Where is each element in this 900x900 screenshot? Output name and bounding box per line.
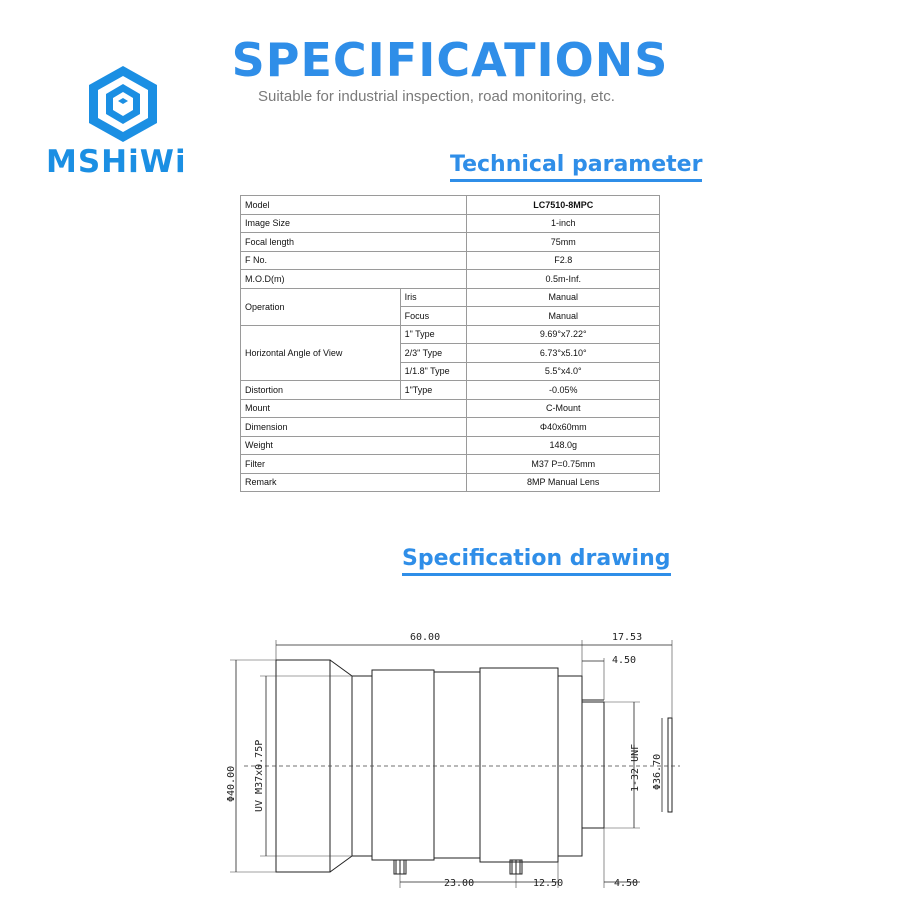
- cube-logo-icon: [85, 64, 161, 144]
- dim-mount-thread: 1-32 UNF: [630, 743, 641, 792]
- row-label: Dimension: [241, 418, 467, 437]
- row-value: Manual: [467, 307, 660, 326]
- table-row: [241, 325, 660, 344]
- technical-parameter-heading: [450, 152, 702, 182]
- row-value: M37 P=0.75mm: [467, 455, 660, 474]
- dim-flange: 17.53: [612, 632, 643, 643]
- row-value: 148.0g: [467, 436, 660, 455]
- page-subtitle: Suitable for industrial inspection, road monitoring, etc.: [258, 88, 615, 105]
- row-label: Operation: [241, 288, 401, 325]
- table-row: [241, 251, 660, 270]
- row-value: F2.8: [467, 251, 660, 270]
- row-sublabel: Focus: [400, 307, 467, 326]
- row-label: Distortion: [241, 381, 401, 400]
- brand-name: MSHiWi: [46, 144, 187, 180]
- lens-dimension-drawing: [0, 600, 900, 900]
- row-sublabel: 1/1.8" Type: [400, 362, 467, 381]
- dim-mount-diameter: Φ36.70: [652, 753, 663, 790]
- row-sublabel: 1" Type: [400, 325, 467, 344]
- row-label: Model: [241, 196, 467, 215]
- dim-length: 60.00: [410, 632, 441, 643]
- row-value: 1-inch: [467, 214, 660, 233]
- row-value: 5.5°x4.0°: [467, 362, 660, 381]
- table-row: [241, 473, 660, 492]
- dim-screw-offset: 12.50: [533, 878, 564, 889]
- dim-diameter: Φ40.00: [226, 765, 237, 802]
- row-value: 6.73°x5.10°: [467, 344, 660, 363]
- row-value: Manual: [467, 288, 660, 307]
- row-value: C-Mount: [467, 399, 660, 418]
- lens-barrel-section: [434, 672, 480, 858]
- row-sublabel: 1"Type: [400, 381, 467, 400]
- table-row: [241, 214, 660, 233]
- sensor-plane: [668, 718, 672, 812]
- table-row: [241, 233, 660, 252]
- row-value: 0.5m-Inf.: [467, 270, 660, 289]
- row-value: 75mm: [467, 233, 660, 252]
- c-mount-thread: [582, 702, 604, 828]
- technical-parameter-label: Technical parameter: [450, 152, 703, 177]
- table-row: [241, 270, 660, 289]
- table-row: [241, 196, 660, 215]
- lens-taper: [330, 660, 352, 872]
- row-label: F No.: [241, 251, 467, 270]
- lens-barrel-section: [352, 676, 372, 856]
- brand-logo: [38, 60, 208, 180]
- heading-underline: [450, 179, 702, 182]
- table-row: [241, 381, 660, 400]
- row-label: Remark: [241, 473, 467, 492]
- heading-underline: [402, 573, 671, 576]
- lens-iris-ring: [480, 668, 558, 862]
- row-label: Horizontal Angle of View: [241, 325, 401, 381]
- dim-filter-thread: UV M37x0.75P: [254, 739, 265, 812]
- row-value: 9.69°x7.22°: [467, 325, 660, 344]
- specification-drawing-label: Specification drawing: [402, 546, 671, 571]
- dim-screw-spacing: 23.00: [444, 878, 475, 889]
- lens-focus-ring: [372, 670, 434, 860]
- row-label: Image Size: [241, 214, 467, 233]
- row-value: LC7510-8MPC: [467, 196, 660, 215]
- spec-table: [240, 195, 660, 492]
- row-label: M.O.D(m): [241, 270, 467, 289]
- table-row: [241, 399, 660, 418]
- row-label: Weight: [241, 436, 467, 455]
- row-label: Filter: [241, 455, 467, 474]
- row-sublabel: 2/3" Type: [400, 344, 467, 363]
- specification-drawing-heading: [402, 546, 671, 576]
- row-label: Mount: [241, 399, 467, 418]
- table-row: [241, 436, 660, 455]
- table-row: [241, 288, 660, 307]
- page-title: SPECIFICATIONS: [231, 33, 669, 87]
- table-row: [241, 418, 660, 437]
- dim-back-length: 4.50: [614, 878, 639, 889]
- row-value: Φ40x60mm: [467, 418, 660, 437]
- table-row: [241, 455, 660, 474]
- dim-thread-length: 4.50: [612, 655, 637, 666]
- row-label: Focal length: [241, 233, 467, 252]
- row-value: 8MP Manual Lens: [467, 473, 660, 492]
- row-sublabel: Iris: [400, 288, 467, 307]
- row-value: -0.05%: [467, 381, 660, 400]
